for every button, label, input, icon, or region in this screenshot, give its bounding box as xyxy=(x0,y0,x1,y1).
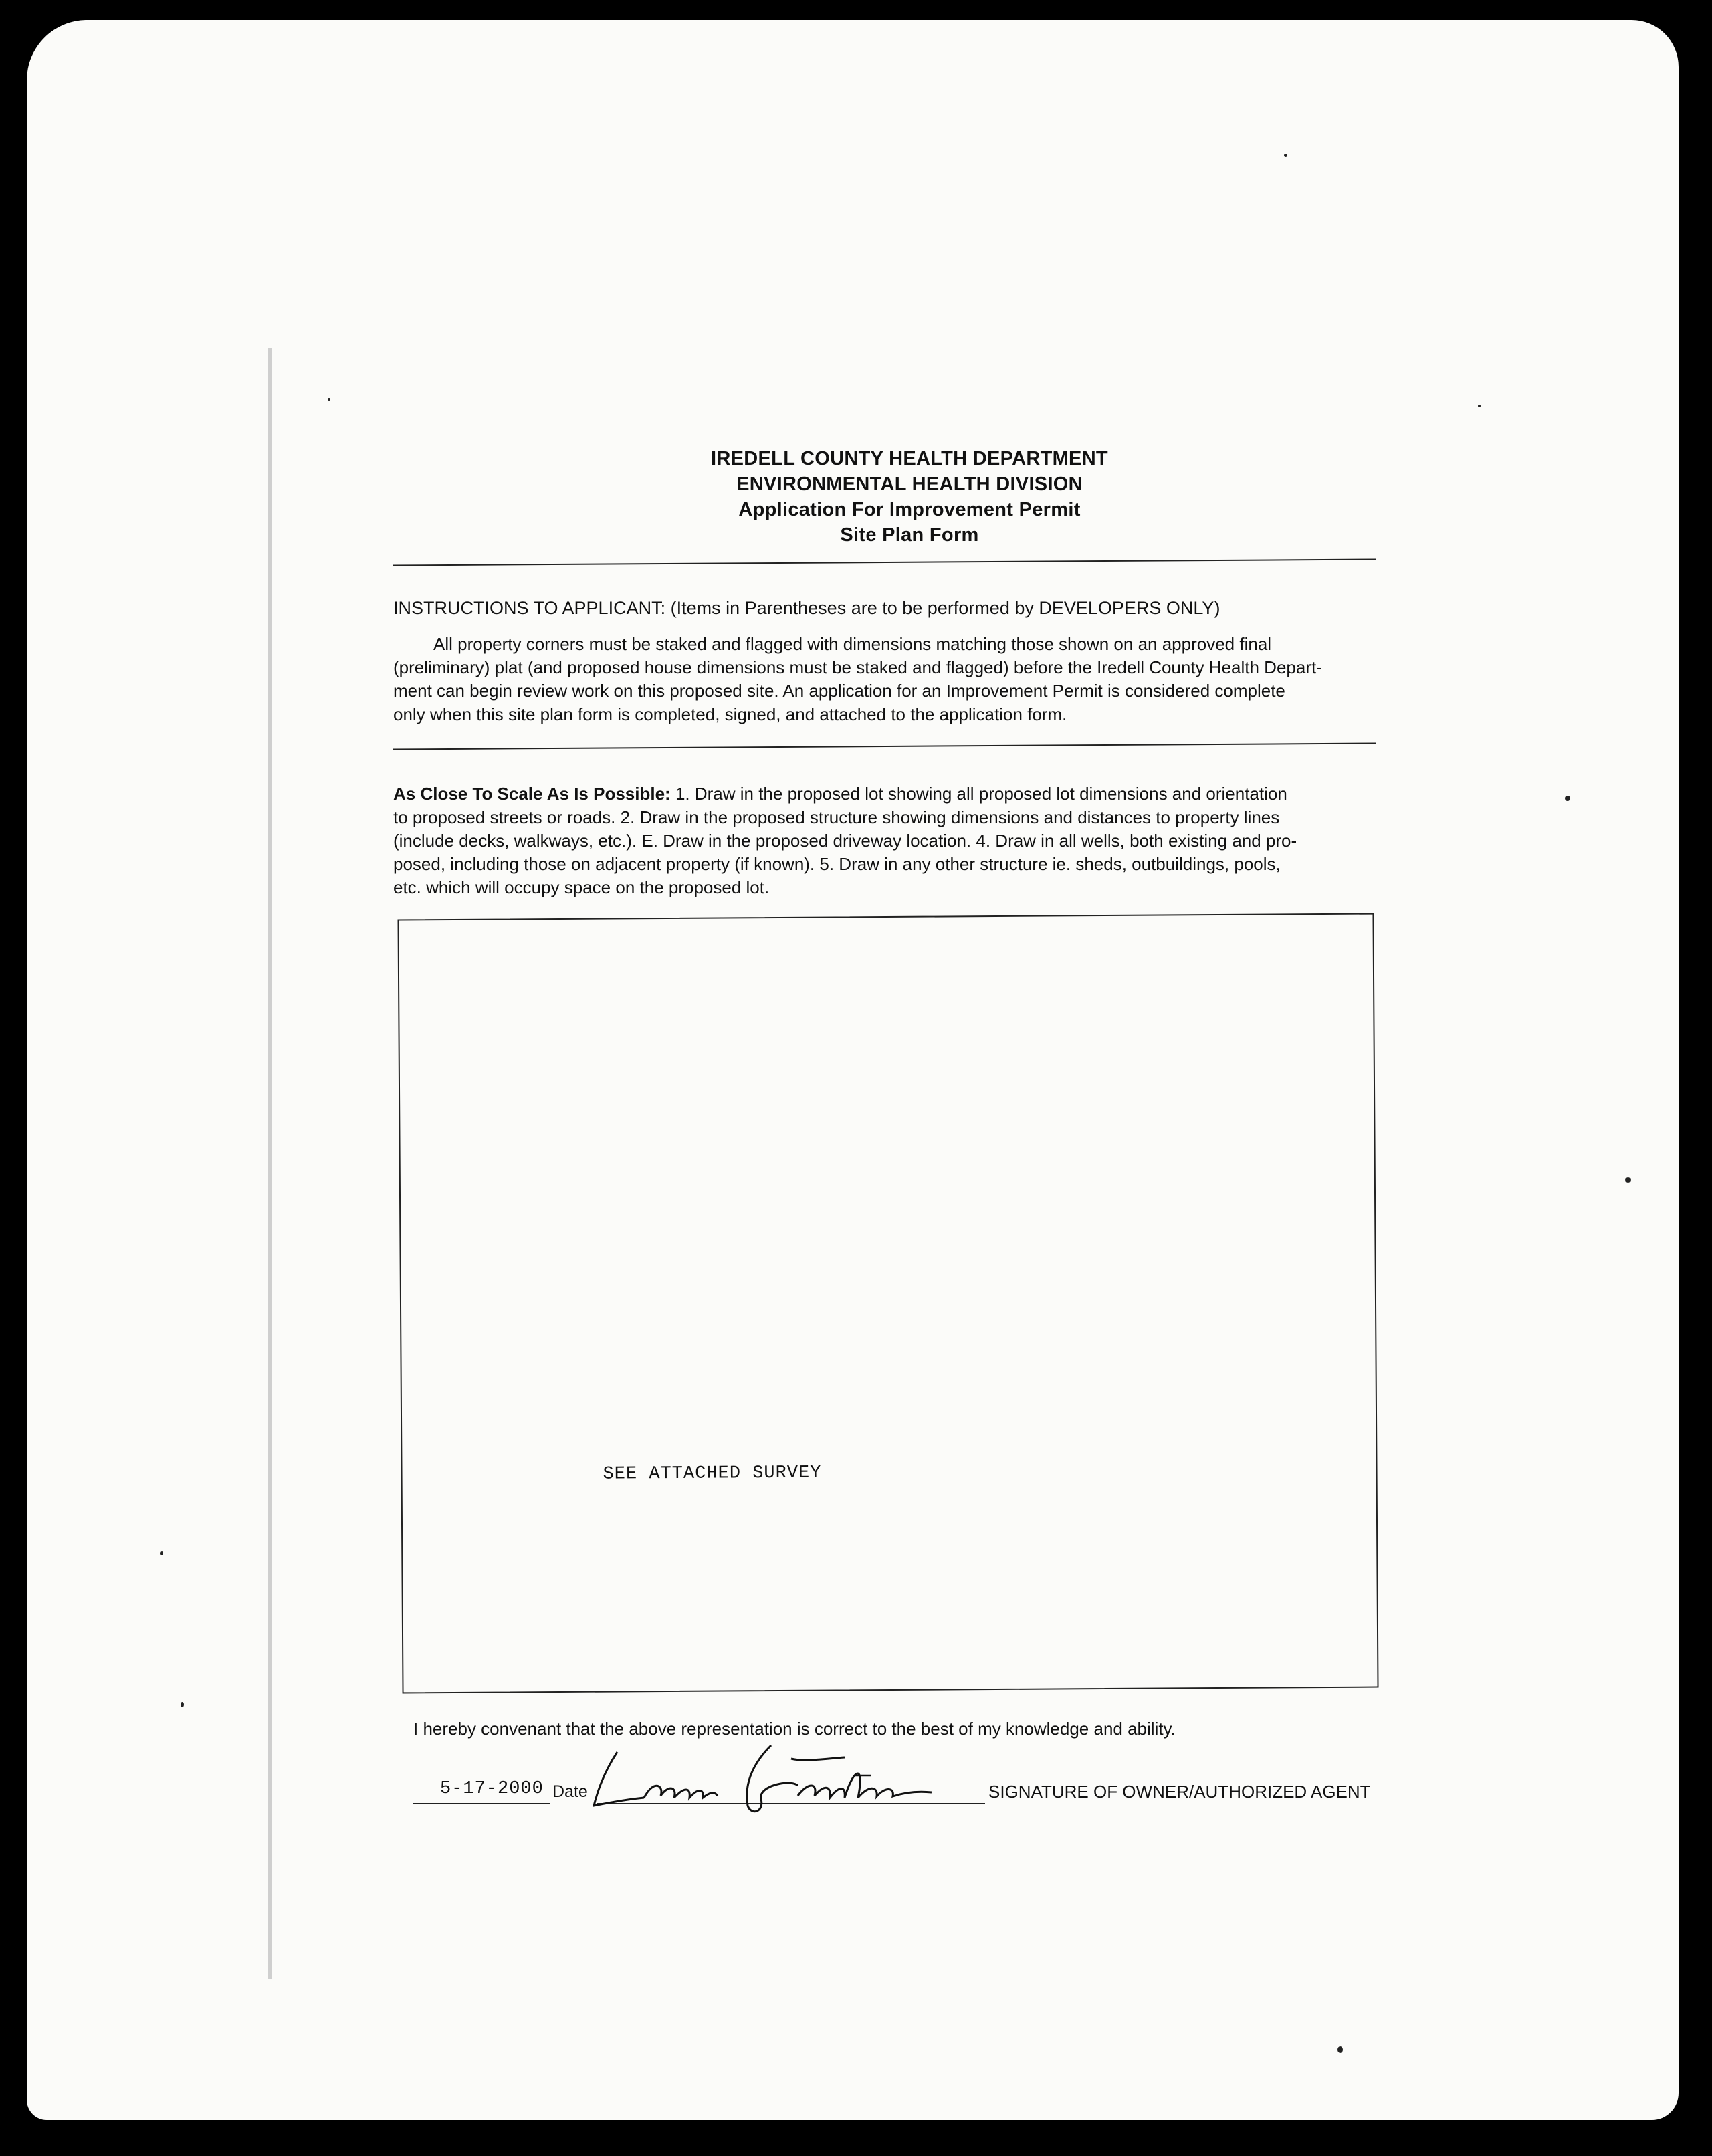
scan-speck xyxy=(1338,2046,1343,2053)
scale-lead: As Close To Scale As Is Possible: xyxy=(393,784,671,804)
punch-hole-lower xyxy=(0,361,9,395)
see-attached-survey-text: SEE ATTACHED SURVEY xyxy=(603,1463,822,1485)
scale-line-3: (include decks, walkways, etc.). E. Draw in the proposed driveway location. 4. Draw in all wells, both existing and pro- xyxy=(393,831,1297,851)
instructions-heading: INSTRUCTIONS TO APPLICANT: (Items in Parentheses are to be performed by DEVELOPERS ONLY) xyxy=(393,598,1220,618)
signature-label: SIGNATURE OF OWNER/AUTHORIZED AGENT xyxy=(988,1782,1371,1802)
scale-line-1 xyxy=(393,782,1287,806)
instructions-line-4: only when this site plan form is completed, signed, and attached to the application form. xyxy=(393,704,1067,724)
scale-line-4: posed, including those on adjacent property (if known). 5. Draw in any other structure ie. sheds, outbuildings, pools, xyxy=(393,854,1281,874)
scan-speck xyxy=(1284,154,1287,157)
instructions-line-2: (preliminary) plat (and proposed house dimensions must be staked and flagged) before the Iredell County Health Depart- xyxy=(393,657,1322,677)
scan-speck xyxy=(1565,796,1570,801)
punch-hole-middle xyxy=(0,257,9,291)
header-department: IREDELL COUNTY HEALTH DEPARTMENT xyxy=(711,448,1108,469)
scan-speck xyxy=(181,1702,184,1707)
scale-line-1-text: 1. Draw in the proposed lot showing all proposed lot dimensions and orientation xyxy=(670,784,1287,804)
scan-speck xyxy=(1478,405,1481,407)
punch-hole-top xyxy=(0,130,9,164)
back-sheet-edge xyxy=(268,348,272,1979)
handwritten-signature xyxy=(591,1739,992,1819)
instructions-line-1: All property corners must be staked and flagged with dimensions matching those shown on an approved final xyxy=(433,634,1272,654)
instructions-line-3: ment can begin review work on this proposed site. An application for an Improvement Permit is considered complete xyxy=(393,681,1285,701)
signature-row xyxy=(413,1765,1430,1832)
instructions-divider xyxy=(393,743,1376,750)
date-value: 5-17-2000 xyxy=(440,1779,544,1799)
scale-line-5: etc. which will occupy space on the proposed lot. xyxy=(393,877,770,897)
site-plan-box[interactable] xyxy=(397,913,1378,1694)
header-division: ENVIRONMENTAL HEALTH DIVISION xyxy=(736,473,1083,495)
scale-line-2: to proposed streets or roads. 2. Draw in the proposed structure showing dimensions and distances to property lines xyxy=(393,807,1280,827)
scan-speck xyxy=(328,398,330,401)
scan-speck xyxy=(1625,1177,1631,1183)
date-label: Date xyxy=(552,1782,588,1801)
certification-statement: I hereby convenant that the above representation is correct to the best of my knowledge and ability. xyxy=(413,1719,1176,1739)
header-form-name: Site Plan Form xyxy=(840,524,979,546)
scan-speck xyxy=(160,1551,163,1555)
header-application: Application For Improvement Permit xyxy=(738,499,1081,520)
document-page xyxy=(27,20,1679,2120)
date-underline xyxy=(413,1803,550,1804)
form-header xyxy=(401,448,1418,568)
